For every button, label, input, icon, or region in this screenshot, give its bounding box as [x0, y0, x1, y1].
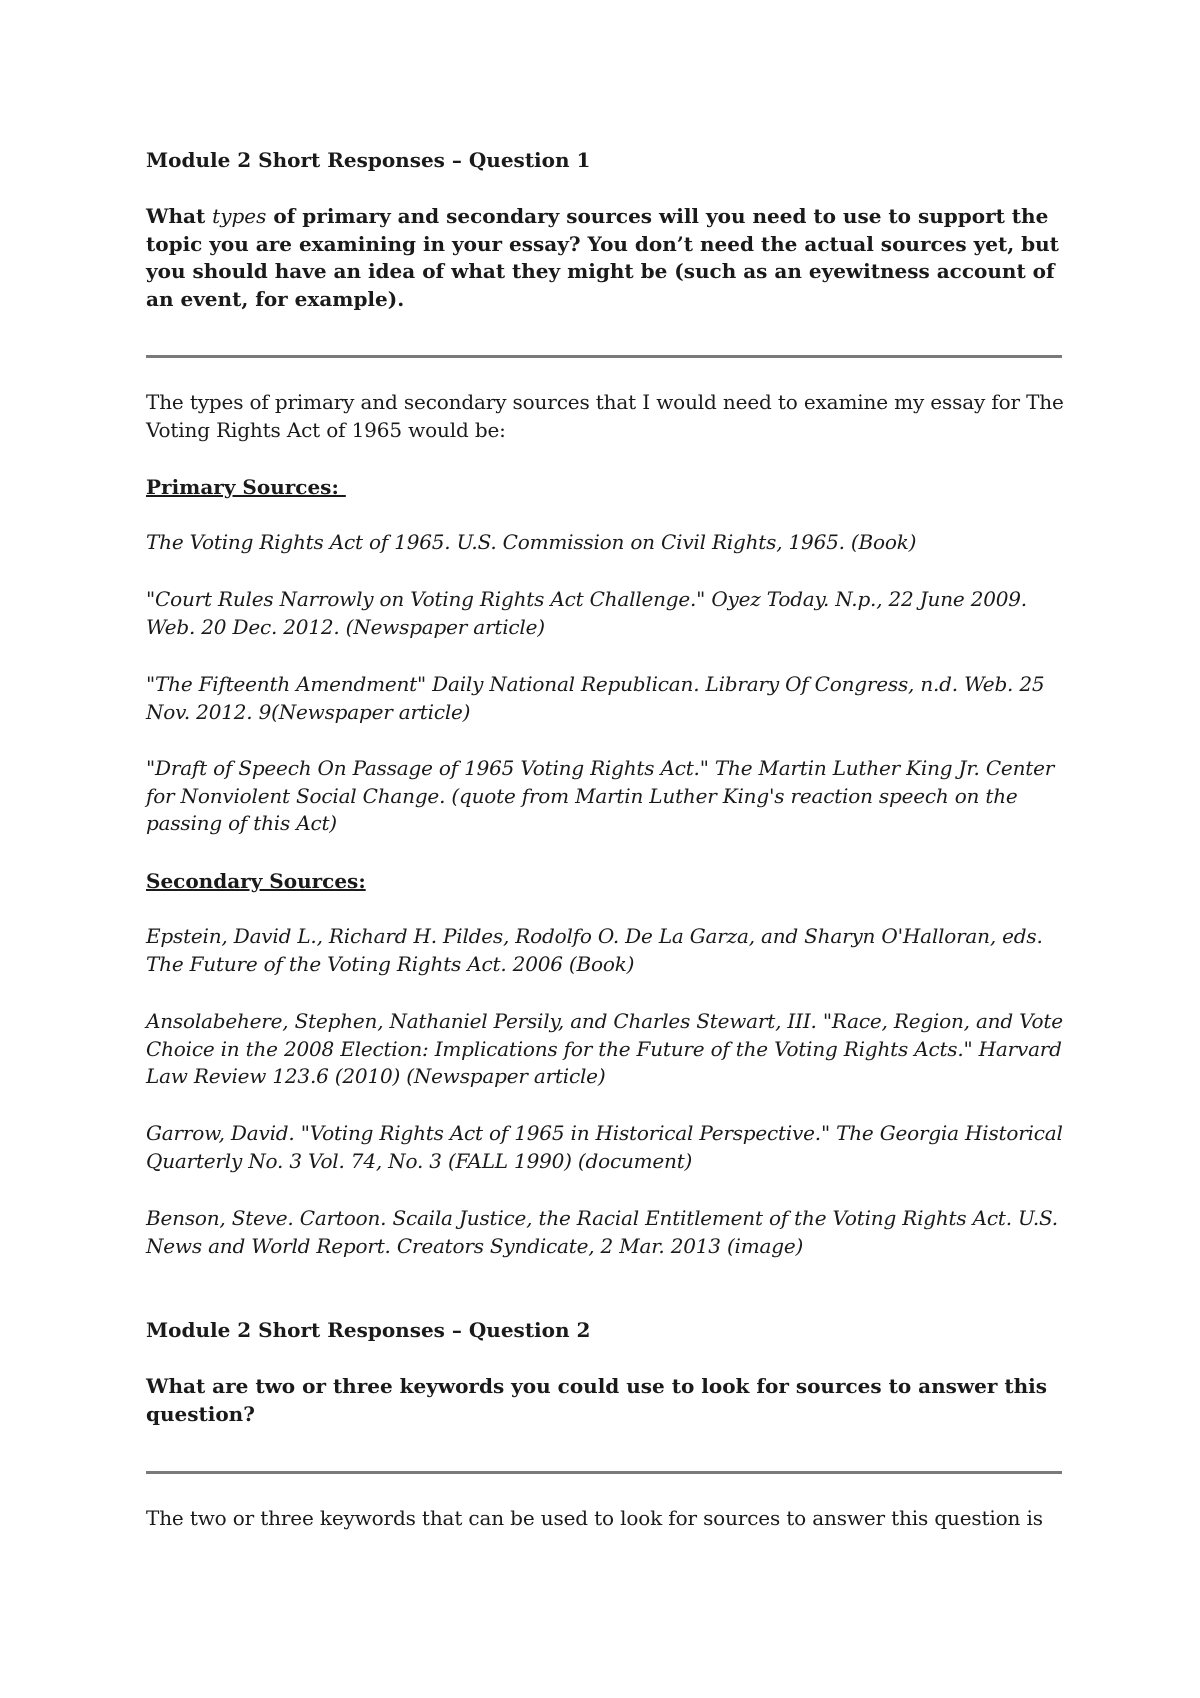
secondary-source-1: Epstein, David L., Richard H. Pildes, Rodolfo O. De La Garza, and Sharyn O'Halloran, eds. The Future of the Voting Rights Act. 2006 (Book) [146, 924, 1043, 976]
primary-source-3: "The Fifteenth Amendment" Daily National Republican. Library Of Congress, n.d. Web. 25 Nov. 2012. 9(Newspaper article) [146, 672, 1045, 724]
secondary-source-3: Garrow, David. "Voting Rights Act of 1965 in Historical Perspective." The Georgia Historical Quarterly No. 3 Vol. 74, No. 3 (FALL 1990) (document) [146, 1121, 1063, 1173]
question-1-prompt-emphasis: types [212, 204, 267, 228]
primary-source-4: "Draft of Speech On Passage of 1965 Voting Rights Act." The Martin Luther King Jr. Center for Nonviolent Social Change. (quote from Martin Luther King's reaction speech on the passing of this Act) [146, 756, 1055, 835]
question-1-heading: Module 2 Short Responses – Question 1 [146, 148, 591, 172]
question-1-prompt-start: What [146, 204, 213, 228]
secondary-source-2: Ansolabehere, Stephen, Nathaniel Persily, and Charles Stewart, III. "Race, Region, and Vote Choice in the 2008 Election: Implications for the Future of the Voting Rights Acts." Harvard Law Review 123.6 (2010) (Newspaper article) [146, 1009, 1063, 1088]
question-1-prompt-rest: of primary and secondary sources will you need to use to support the topic you are examining in your essay? You don’t need the actual sources yet, but you should have an idea of what they might be (such as an eyewitness account of an event, for example). [146, 204, 1059, 311]
question-2-answer-intro: The two or three keywords that can be used to look for sources to answer this question is [146, 1506, 1043, 1530]
question-1-answer-intro: The types of primary and secondary sources that I would need to examine my essay for The Voting Rights Act of 1965 would be: [146, 390, 1064, 442]
primary-source-1: The Voting Rights Act of 1965. U.S. Commission on Civil Rights, 1965. (Book) [146, 530, 917, 554]
question-1-prompt [146, 203, 1066, 313]
secondary-sources-heading: Secondary Sources: [146, 869, 366, 893]
horizontal-rule [146, 355, 1062, 358]
horizontal-rule [146, 1471, 1062, 1474]
secondary-source-4: Benson, Steve. Cartoon. Scaila Justice, the Racial Entitlement of the Voting Rights Act. U.S. News and World Report. Creators Syndicate, 2 Mar. 2013 (image) [146, 1206, 1058, 1258]
primary-source-2: "Court Rules Narrowly on Voting Rights Act Challenge." Oyez Today. N.p., 22 June 2009. Web. 20 Dec. 2012. (Newspaper article) [146, 587, 1027, 639]
question-2-prompt: What are two or three keywords you could use to look for sources to answer this question? [146, 1374, 1047, 1426]
question-2-heading: Module 2 Short Responses – Question 2 [146, 1318, 591, 1342]
primary-sources-heading: Primary Sources: [146, 475, 346, 499]
